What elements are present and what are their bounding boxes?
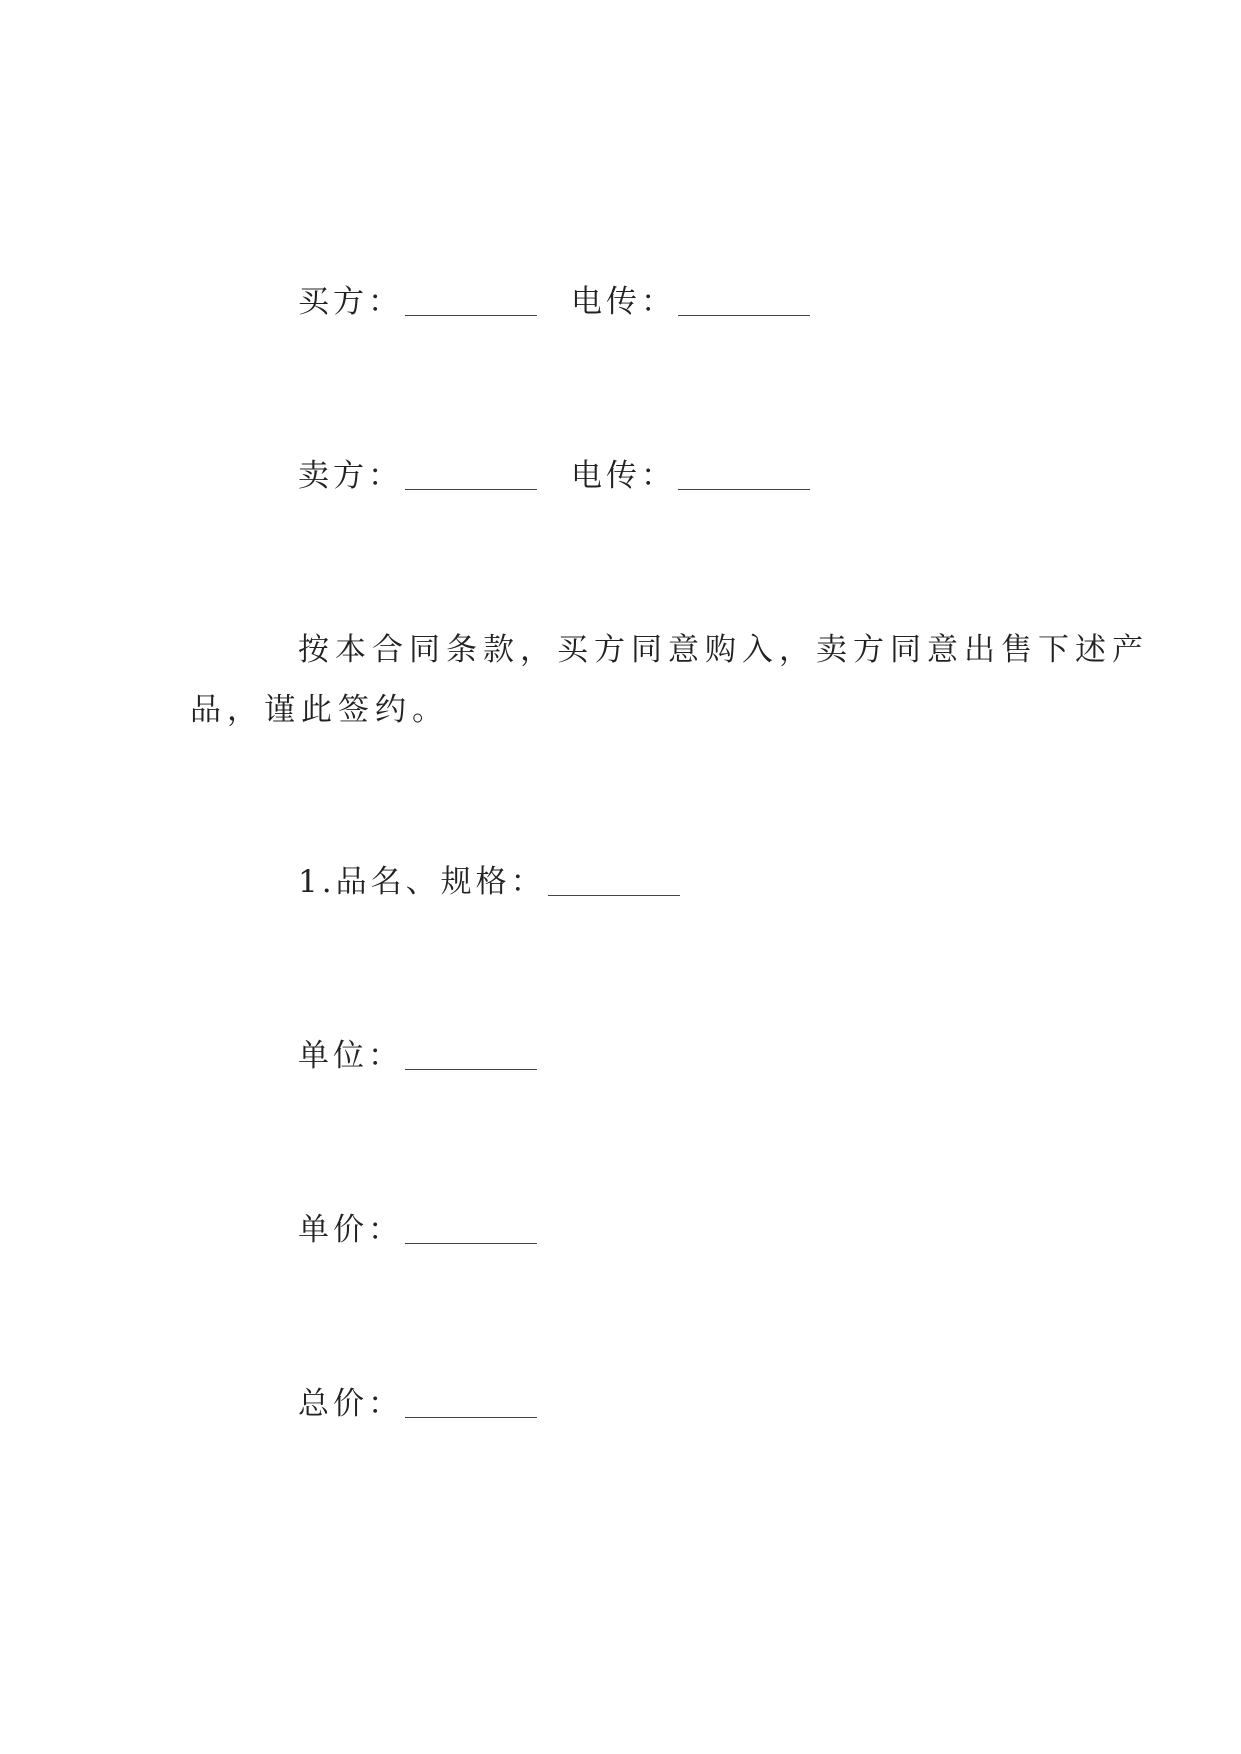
- seller-fax-blank-field[interactable]: [678, 488, 810, 490]
- unit-price-blank-field[interactable]: [405, 1242, 537, 1244]
- buyer-row: [298, 282, 810, 322]
- agreement-line-1: 按本合同条款，买方同意购入，卖方同意出售下述产: [298, 632, 1149, 668]
- seller-blank-field[interactable]: [405, 488, 537, 490]
- total-price-label: 总价：: [298, 1386, 403, 1422]
- buyer-label: 买方：: [298, 284, 403, 320]
- total-price-blank-field[interactable]: [405, 1416, 537, 1418]
- seller-fax-label: 电传：: [571, 458, 676, 494]
- unit-label: 单位：: [298, 1038, 403, 1074]
- name-spec-row: [298, 862, 680, 902]
- seller-label: 卖方：: [298, 458, 403, 494]
- name-spec-blank-field[interactable]: [548, 894, 680, 896]
- unit-price-label: 单价：: [298, 1212, 403, 1248]
- total-price-row: [298, 1384, 537, 1424]
- name-spec-label: 1.品名、规格：: [298, 864, 546, 900]
- unit-price-row: [298, 1210, 537, 1250]
- agreement-line-2: 品，谨此签约。: [190, 692, 449, 728]
- buyer-fax-blank-field[interactable]: [678, 314, 810, 316]
- seller-row: [298, 456, 810, 496]
- buyer-fax-label: 电传：: [571, 284, 676, 320]
- buyer-blank-field[interactable]: [405, 314, 537, 316]
- unit-blank-field[interactable]: [405, 1068, 537, 1070]
- unit-row: [298, 1036, 537, 1076]
